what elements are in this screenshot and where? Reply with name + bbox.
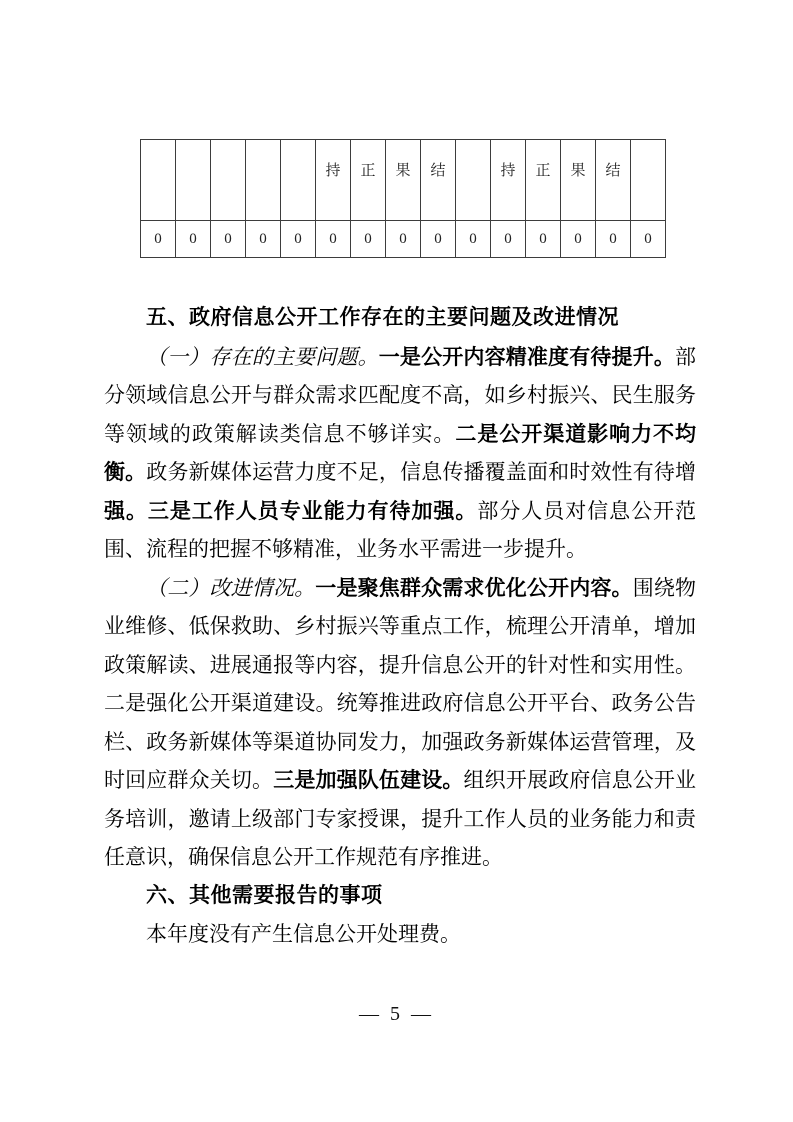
table-value-row: [141, 221, 666, 258]
table-header-cell: 果: [386, 140, 421, 221]
table-header-cell: [456, 140, 491, 221]
bold-point-2: 三是加强队伍建设。: [273, 768, 464, 792]
table-value-cell: 0: [421, 221, 456, 258]
body-text-run: 部分人员对信息公开范围、流程的把握不够精准，业务水平需进一步提升。: [104, 498, 697, 561]
page-number: — 5 —: [359, 1003, 434, 1025]
table-header-cell: 结: [421, 140, 456, 221]
table-value-cell: 0: [141, 221, 176, 258]
body-text-run: 政务新媒体运营力度不足，信息传播覆盖面和时效性有待增: [146, 460, 696, 484]
table-header-cell: 持: [316, 140, 351, 221]
table-value-cell: 0: [246, 221, 281, 258]
bold-point-3: 强。三是工作人员专业能力有待加强。: [104, 498, 478, 523]
bold-point-1: 一是公开内容精准度有待提升。: [378, 344, 676, 369]
table-value-cell: 0: [176, 221, 211, 258]
table-value-cell: 0: [631, 221, 666, 258]
table-value-cell: 0: [316, 221, 351, 258]
table-header-cell: 持: [491, 140, 526, 221]
table-header-cell: 正: [351, 140, 386, 221]
table-value-cell: 0: [351, 221, 386, 258]
problems-paragraph: [104, 338, 696, 569]
document-body: [104, 299, 696, 954]
bold-point-1: 一是聚焦群众需求优化公开内容。: [315, 575, 633, 600]
table-header-cell: [631, 140, 666, 221]
paragraph-lead-label: （二）改进情况。: [146, 575, 316, 600]
table-value-cell: 0: [456, 221, 491, 258]
paragraph-lead-label: （一）存在的主要问题。: [146, 344, 379, 369]
table-value-cell: 0: [281, 221, 316, 258]
table-header-cell: [141, 140, 176, 221]
table-value-cell: 0: [211, 221, 246, 258]
table-value-cell: 0: [491, 221, 526, 258]
table-header-row: [141, 140, 666, 221]
statistics-continuation-table: [140, 139, 666, 258]
table-header-cell: 正: [526, 140, 561, 221]
table-value-cell: 0: [386, 221, 421, 258]
table-value-cell: 0: [526, 221, 561, 258]
section-5-heading: 五、政府信息公开工作存在的主要问题及改进情况: [146, 306, 619, 329]
body-text-run: 组织开展政府信息公开业务培训，邀请上级部门专家授课，提升工作人员的业务能力和责任意识，确保信息公开工作规范有序推进。: [104, 768, 697, 869]
table-header-cell: [211, 140, 246, 221]
table-value-cell: 0: [561, 221, 596, 258]
section-6-heading: 六、其他需要报告的事项: [146, 883, 383, 907]
table-header-cell: [176, 140, 211, 221]
body-text-run: 部分领域信息公开与群众需求匹配度不高，如乡村振兴、民生服务等领域的政策解读类信息不够详实。: [104, 344, 697, 446]
table-header-cell: 果: [561, 140, 596, 221]
bold-point-2: 二是公开渠道影响力不均衡。: [104, 421, 697, 484]
table-value-cell: 0: [596, 221, 631, 258]
table-header-cell: 结: [596, 140, 631, 221]
closing-statement: 本年度没有产生信息公开处理费。: [146, 922, 461, 946]
body-text-run: 围绕物业维修、低保救助、乡村振兴等重点工作，梳理公开清单，增加政策解读、进展通报等内容，提升信息公开的针对性和实用性。二是强化公开渠道建设。统筹推进政府信息公开平台、政务公告栏、政务新媒体等渠道协同发力，加强政务新媒体运营管理，及时回应群众关切。: [104, 575, 697, 792]
improvements-paragraph: [104, 569, 696, 877]
table-header-cell: [281, 140, 316, 221]
table-header-cell: [246, 140, 281, 221]
